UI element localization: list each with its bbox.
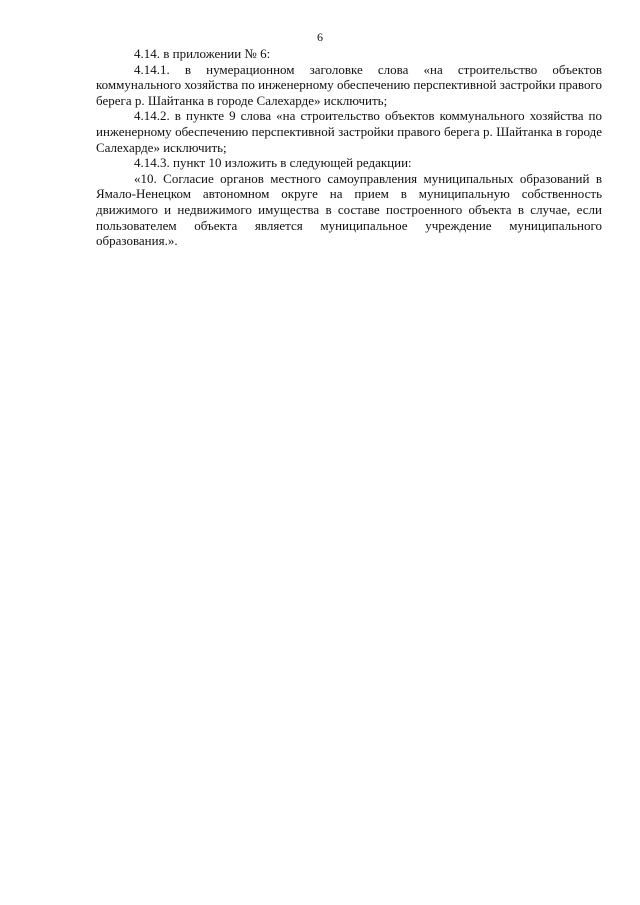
paragraph-4-14: 4.14. в приложении № 6: <box>134 46 271 61</box>
page-number: 6 <box>317 30 323 44</box>
paragraph-item-10: «10. Согласие органов местного самоуправления муниципальных образований в Ямало-Ненецком автономном округе на прием в муниципальную собственность движимого и недвижимого имущества в составе построенного объекта в случае, если пользователем объекта является муниципальное учреждение муниципального образования.». <box>96 170 602 249</box>
paragraph-4-14-1: 4.14.1. в нумерационном заголовке слова «на строительство объектов коммунального хозяйства по инженерному обеспечению перспективной застройки правого берега р. Шайтанка в городе Салехарде» исключить; <box>96 61 602 108</box>
paragraph-4-14-2: 4.14.2. в пункте 9 слова «на строительство объектов коммунального хозяйства по инженерному обеспечению перспективной застройки правого берега р. Шайтанка в городе Салехарде» исключить; <box>96 108 602 155</box>
document-body <box>96 46 602 249</box>
paragraph-4-14-3: 4.14.3. пункт 10 изложить в следующей редакции: <box>134 155 412 171</box>
